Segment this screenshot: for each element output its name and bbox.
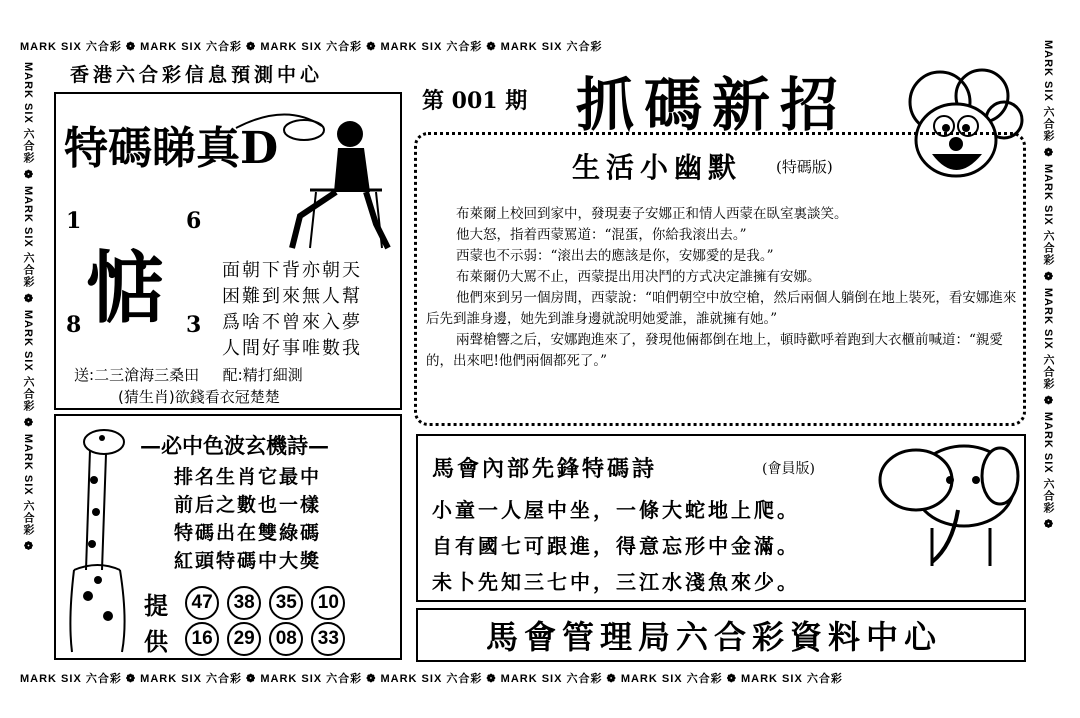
pair-value: 精打細測 xyxy=(242,366,303,384)
special-box-title: 特碼睇真D xyxy=(64,123,279,174)
color-poem-line-1: 排名生肖它最中 xyxy=(174,466,322,488)
horse-poem-line-2: 自有國七可跟進，得意忘形中金滿。 xyxy=(432,534,800,558)
special-poem-line-4: 人間好事唯數我 xyxy=(222,338,362,359)
bottom-border-strip: MARK SIX 六合彩 ❁ MARK SIX 六合彩 ❁ MARK SIX 六合彩 ❁ MARK SIX 六合彩 ❁ MARK SIX 六合彩 ❁ MARK SIX 六合彩 ❁ MARK SIX 六合彩 xyxy=(20,673,843,685)
right-border-strip: MARK SIX 六合彩 ❁ MARK SIX 六合彩 ❁ MARK SIX 六合彩 ❁ MARK SIX 六合彩 ❁ xyxy=(1042,40,1054,532)
corner-number-1: 1 xyxy=(66,208,82,234)
humor-title: 生活小幽默 xyxy=(572,151,743,184)
number-row-1 xyxy=(144,586,348,621)
number-ball: 35 xyxy=(269,586,303,620)
top-border-strip: MARK SIX 六合彩 ❁ MARK SIX 六合彩 ❁ MARK SIX 六合彩 ❁ MARK SIX 六合彩 ❁ MARK SIX 六合彩 xyxy=(20,41,603,53)
number-ball: 47 xyxy=(185,586,219,620)
color-poem-line-3: 特碼出在雙綠碼 xyxy=(174,522,322,544)
issue-number: 第 001 期 xyxy=(422,88,528,114)
humor-paragraph: 西蒙也不示弱：“滚出去的應該是你，安娜愛的是我。” xyxy=(456,248,774,264)
center-name: 香港六合彩信息預測中心 xyxy=(70,64,324,86)
number-ball: 16 xyxy=(185,622,219,656)
main-title: 抓碼新招 xyxy=(576,71,849,139)
number-ball: 29 xyxy=(227,622,261,656)
corner-number-4: 3 xyxy=(186,312,202,338)
humor-paragraph: 布萊爾上校回到家中，發現妻子安娜正和情人西蒙在臥室裏談笑。 xyxy=(456,206,848,222)
horse-poem-subtitle: (會員版) xyxy=(762,461,815,477)
elephant-illustration xyxy=(872,436,1020,568)
guess-line: (猜生肖)欲錢看衣冠楚楚 xyxy=(118,388,280,406)
color-poem-line-4: 紅頭特碼中大獎 xyxy=(174,550,322,572)
number-ball: 10 xyxy=(311,586,345,620)
woman-with-whip-illustration xyxy=(226,108,394,256)
humor-subtitle: (特碼版) xyxy=(776,158,833,176)
number-row-2 xyxy=(144,622,348,657)
row-2-label: 供 xyxy=(144,628,168,656)
humor-paragraph: 布萊爾仍大罵不止，西蒙提出用决鬥的方式决定誰擁有安娜。 xyxy=(456,269,821,285)
color-poem-title: —必中色波玄機詩— xyxy=(140,433,329,458)
special-poem-line-2: 困難到來無人幫 xyxy=(222,286,362,307)
horse-poem-line-3: 未卜先知三七中，三江水淺魚來少。 xyxy=(432,570,800,594)
pair-label: 配: xyxy=(222,366,243,384)
number-ball: 33 xyxy=(311,622,345,656)
special-poem-line-1: 面朝下背亦朝天 xyxy=(222,260,362,281)
footer-banner: 馬會管理局六合彩資料中心 xyxy=(486,618,943,656)
number-ball: 38 xyxy=(227,586,261,620)
send-value: 二三滄海三桑田 xyxy=(94,366,200,384)
number-ball: 08 xyxy=(269,622,303,656)
special-poem-line-3: 爲啥不曾來入夢 xyxy=(222,312,362,333)
humor-paragraph: 他大怒，指着西蒙罵道：“混蛋，你給我滚出去。” xyxy=(456,227,747,243)
send-line xyxy=(74,364,303,385)
left-border-strip: MARK SIX 六合彩 ❁ MARK SIX 六合彩 ❁ MARK SIX 六合彩 ❁ MARK SIX 六合彩 ❁ xyxy=(22,62,34,554)
send-label: 送: xyxy=(74,366,95,384)
color-poem-line-2: 前后之數也一樣 xyxy=(174,494,322,516)
humor-paragraph: 他們來到另一個房間，西蒙說：“咱們朝空中放空槍，然后兩個人躺倒在地上裝死，看安娜進來后先到誰身邊，她先到誰身邊就說明她愛誰，誰就擁有她。” xyxy=(426,290,1017,327)
humor-paragraph: 兩聲槍響之后，安娜跑進來了，發現他倆都倒在地上，頓時歡呼着跑到大衣櫃前喊道：“親愛的，出來吧!他們兩個都死了。” xyxy=(426,332,1003,369)
horse-poem-line-1: 小童一人屋中坐，一條大蛇地上爬。 xyxy=(432,498,800,522)
giraffe-illustration xyxy=(58,420,142,656)
corner-number-3: 8 xyxy=(66,312,82,338)
row-1-label: 提 xyxy=(144,592,168,620)
humor-body xyxy=(426,204,1018,372)
big-character: 惦 xyxy=(86,243,165,334)
corner-number-2: 6 xyxy=(186,208,202,234)
horse-poem-title: 馬會內部先鋒特碼詩 xyxy=(432,456,658,482)
